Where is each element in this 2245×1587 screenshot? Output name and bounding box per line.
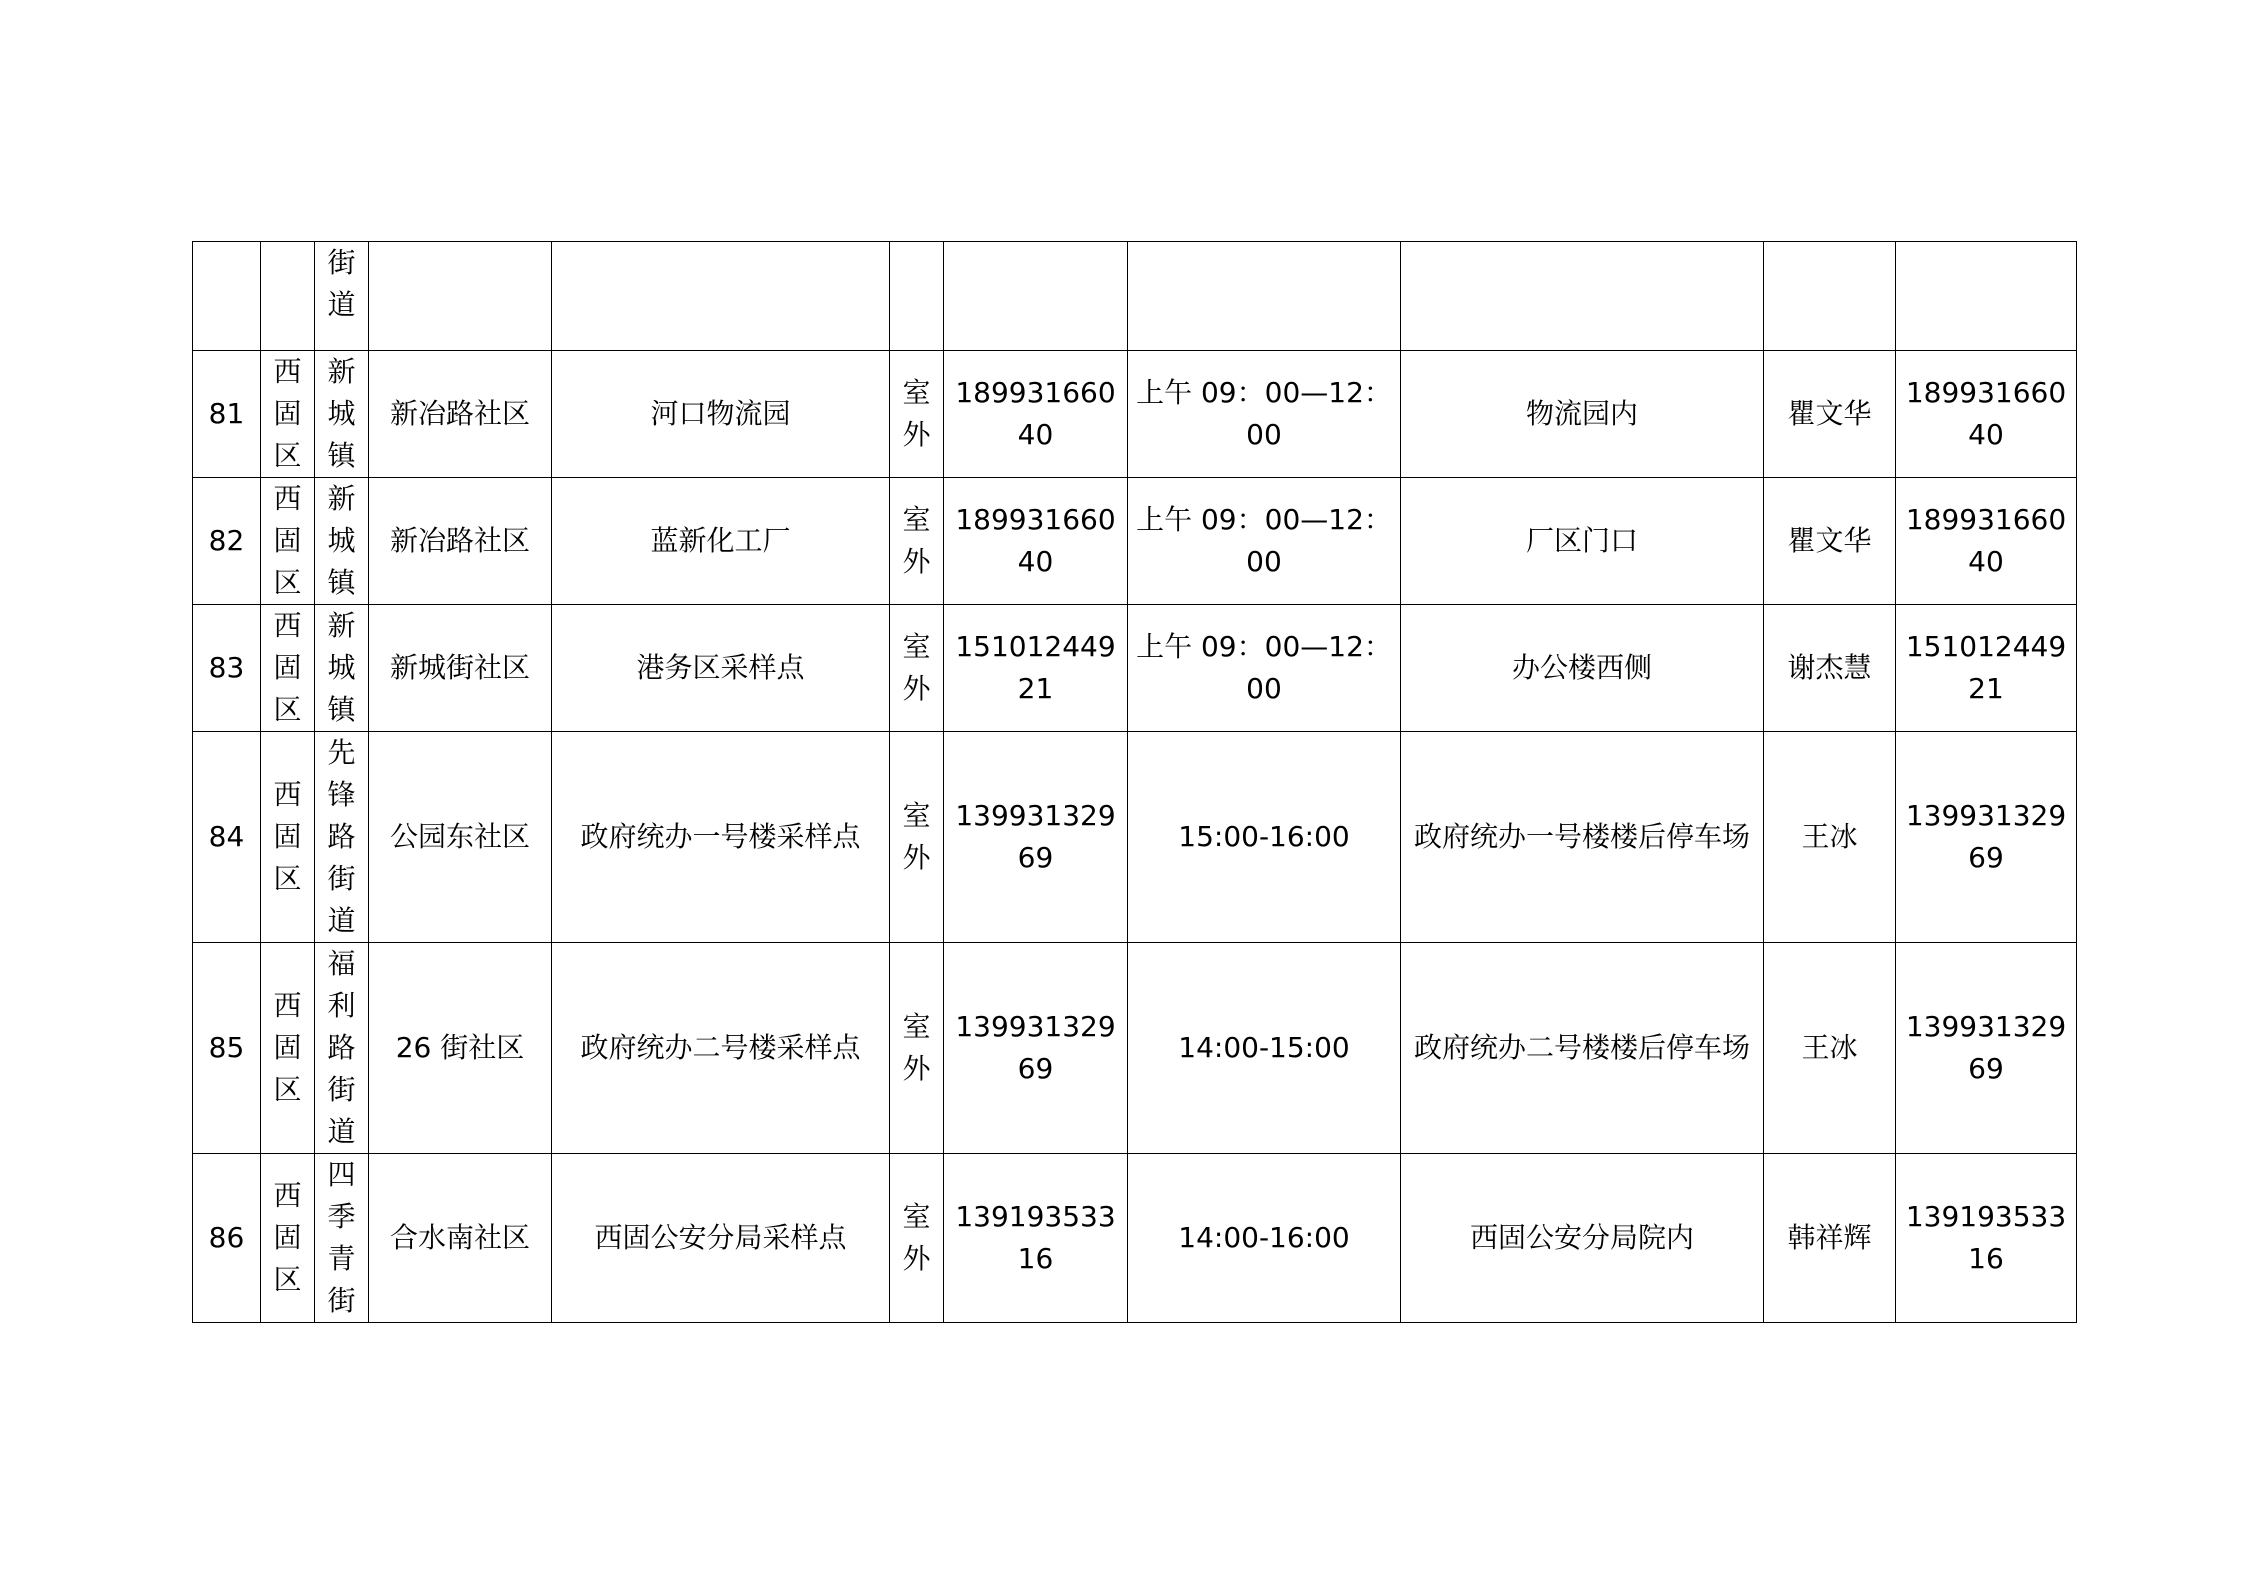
- cell-phone: 15101244921: [944, 605, 1128, 732]
- table-row: [193, 605, 2077, 732]
- cell-time: 上午 09：00—12：00: [1128, 351, 1401, 478]
- cell-phone: [944, 242, 1128, 351]
- cell-type: 室外: [890, 351, 944, 478]
- cell-site: 港务区采样点: [552, 605, 890, 732]
- cell-phone: 13993132969: [944, 943, 1128, 1154]
- cell-no: 84: [193, 732, 261, 943]
- cell-site: 政府统办二号楼采样点: [552, 943, 890, 1154]
- cell-street: 福利路街道: [315, 943, 369, 1154]
- cell-district: 西固区: [261, 478, 315, 605]
- cell-site: [552, 242, 890, 351]
- cell-type: 室外: [890, 732, 944, 943]
- cell-phone: 13919353316: [944, 1154, 1128, 1323]
- cell-site: 河口物流园: [552, 351, 890, 478]
- cell-street: 新城镇: [315, 351, 369, 478]
- cell-type: [890, 242, 944, 351]
- cell-site: 政府统办一号楼采样点: [552, 732, 890, 943]
- cell-time: 上午 09：00—12：00: [1128, 605, 1401, 732]
- cell-community: 26 街社区: [369, 943, 552, 1154]
- cell-street: 先锋路街道: [315, 732, 369, 943]
- cell-street: 新城镇: [315, 605, 369, 732]
- cell-contact: 韩祥辉: [1764, 1154, 1896, 1323]
- cell-site: 西固公安分局采样点: [552, 1154, 890, 1323]
- table-row: [193, 478, 2077, 605]
- cell-community: 新冶路社区: [369, 351, 552, 478]
- cell-contact: [1764, 242, 1896, 351]
- cell-district: [261, 242, 315, 351]
- cell-no: 86: [193, 1154, 261, 1323]
- cell-type: 室外: [890, 605, 944, 732]
- cell-district: 西固区: [261, 943, 315, 1154]
- cell-street: 四季青街: [315, 1154, 369, 1323]
- cell-location: [1401, 242, 1764, 351]
- cell-contact: 王冰: [1764, 943, 1896, 1154]
- cell-location: 西固公安分局院内: [1401, 1154, 1764, 1323]
- cell-time: [1128, 242, 1401, 351]
- cell-phone: 18993166040: [944, 478, 1128, 605]
- cell-type: 室外: [890, 1154, 944, 1323]
- cell-phone: 13993132969: [944, 732, 1128, 943]
- cell-street: 街道: [315, 242, 369, 351]
- sampling-site-table: [192, 241, 2077, 1323]
- cell-district: 西固区: [261, 732, 315, 943]
- cell-time: 上午 09：00—12：00: [1128, 478, 1401, 605]
- table-row: [193, 732, 2077, 943]
- cell-community: 新冶路社区: [369, 478, 552, 605]
- cell-district: 西固区: [261, 1154, 315, 1323]
- cell-community: 合水南社区: [369, 1154, 552, 1323]
- table-row: [193, 351, 2077, 478]
- cell-type: 室外: [890, 943, 944, 1154]
- cell-community: [369, 242, 552, 351]
- cell-community: 新城街社区: [369, 605, 552, 732]
- cell-contact-phone: 18993166040: [1896, 351, 2077, 478]
- cell-district: 西固区: [261, 351, 315, 478]
- table-row-continuation: [193, 242, 2077, 351]
- cell-community: 公园东社区: [369, 732, 552, 943]
- table-row: [193, 1154, 2077, 1323]
- cell-district: 西固区: [261, 605, 315, 732]
- cell-contact-phone: 15101244921: [1896, 605, 2077, 732]
- cell-contact-phone: 13993132969: [1896, 943, 2077, 1154]
- cell-contact-phone: 13993132969: [1896, 732, 2077, 943]
- cell-contact-phone: 13919353316: [1896, 1154, 2077, 1323]
- cell-no: 81: [193, 351, 261, 478]
- cell-location: 物流园内: [1401, 351, 1764, 478]
- cell-type: 室外: [890, 478, 944, 605]
- cell-location: 政府统办二号楼楼后停车场: [1401, 943, 1764, 1154]
- cell-location: 办公楼西侧: [1401, 605, 1764, 732]
- cell-location: 政府统办一号楼楼后停车场: [1401, 732, 1764, 943]
- cell-site: 蓝新化工厂: [552, 478, 890, 605]
- cell-contact: 瞿文华: [1764, 478, 1896, 605]
- cell-contact-phone: [1896, 242, 2077, 351]
- cell-time: 15:00-16:00: [1128, 732, 1401, 943]
- cell-contact: 瞿文华: [1764, 351, 1896, 478]
- cell-time: 14:00-15:00: [1128, 943, 1401, 1154]
- table-row: [193, 943, 2077, 1154]
- cell-street: 新城镇: [315, 478, 369, 605]
- cell-contact: 王冰: [1764, 732, 1896, 943]
- cell-contact-phone: 18993166040: [1896, 478, 2077, 605]
- cell-location: 厂区门口: [1401, 478, 1764, 605]
- cell-no: 85: [193, 943, 261, 1154]
- cell-no: [193, 242, 261, 351]
- cell-time: 14:00-16:00: [1128, 1154, 1401, 1323]
- cell-no: 83: [193, 605, 261, 732]
- cell-contact: 谢杰慧: [1764, 605, 1896, 732]
- cell-phone: 18993166040: [944, 351, 1128, 478]
- cell-no: 82: [193, 478, 261, 605]
